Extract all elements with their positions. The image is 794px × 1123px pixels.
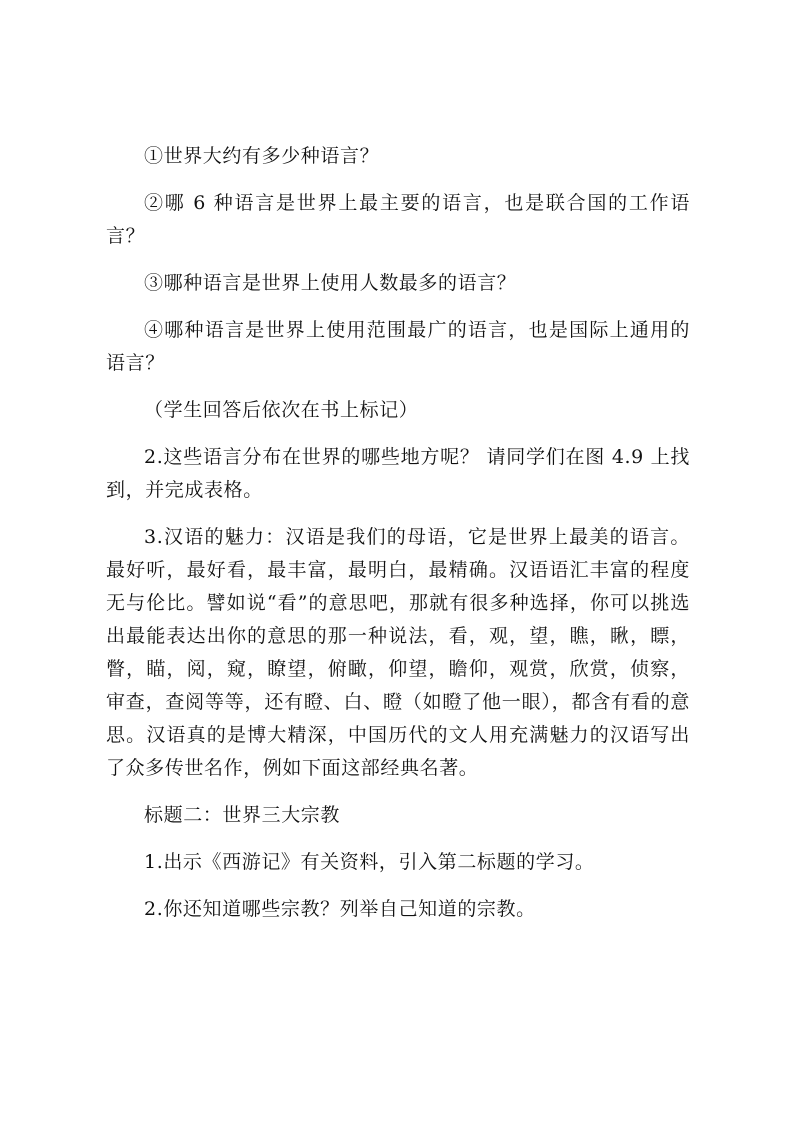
- student-note: （学生回答后依次在书上标记）: [144, 399, 419, 421]
- question-2: ②哪 6 种语言是世界上最主要的语言，也是联合国的工作语言？: [106, 192, 690, 247]
- religion-item-2: 2.你还知道哪些宗教？列举自己知道的宗教。: [144, 898, 536, 920]
- item-3-chinese-charm: 3.汉语的魅力：汉语是我们的母语，它是世界上最美的语言。最好听，最好看，最丰富，最明白，最精确。汉语语汇丰富的程度无与伦比。譬如说“看”的意思吧，那就有很多种选择，你可以挑选出最能表达出你的意思的那一种说法，看，观，望，瞧，瞅，瞟，瞥，瞄，阅，窥，瞭望，俯瞰，仰望，瞻仰，观赏，欣赏，侦察，审查，查阅等等，还有瞪、白、瞪（如瞪了他一眼），都含有看的意思。汉语真的是博大精深，中国历代的文人用充满魅力的汉语写出了众多传世名作，例如下面这部经典名著。: [106, 526, 690, 779]
- heading-two-religions: 标题二：世界三大宗教: [144, 804, 341, 826]
- question-4: ④哪种语言是世界上使用范围最广的语言，也是国际上通用的语言？: [106, 319, 690, 374]
- item-2-distribution: 2.这些语言分布在世界的哪些地方呢？ 请同学们在图 4.9 上找到，并完成表格。: [106, 446, 690, 501]
- religion-item-1: 1.出示《西游记》有关资料，引入第二标题的学习。: [144, 851, 595, 873]
- document-body: [106, 140, 690, 940]
- question-3: ③哪种语言是世界上使用人数最多的语言？: [144, 272, 517, 294]
- question-1: ①世界大约有多少种语言？: [144, 145, 380, 167]
